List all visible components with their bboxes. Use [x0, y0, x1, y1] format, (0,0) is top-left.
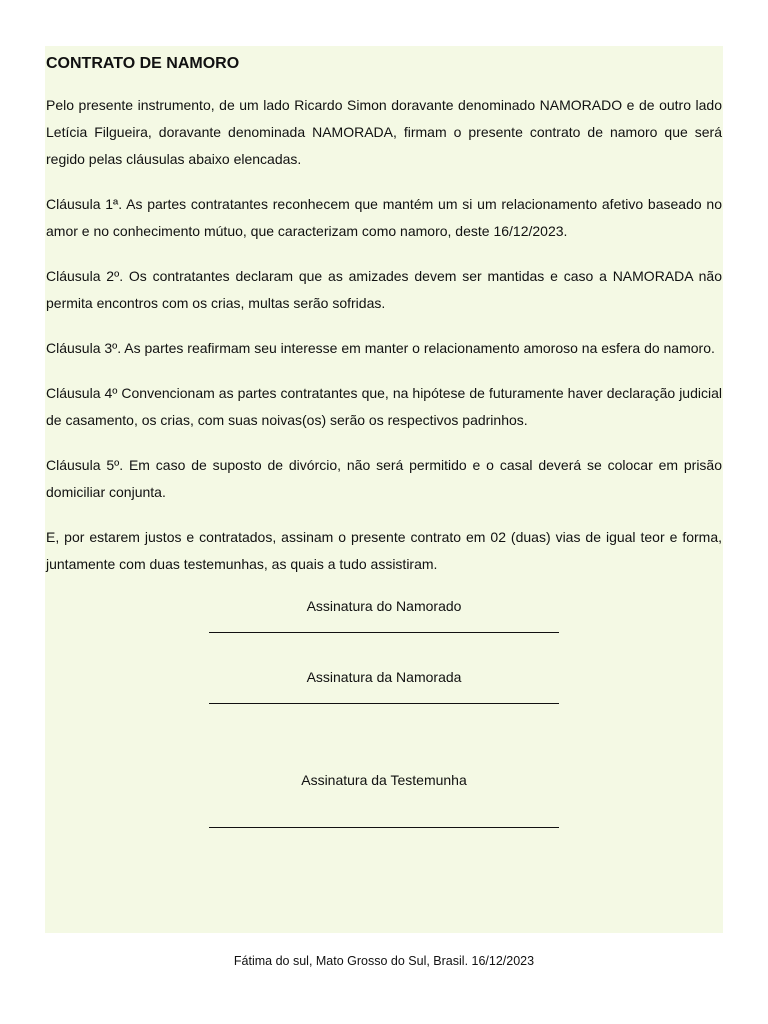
clause-4-paragraph: Cláusula 4º Convencionam as partes contratantes que, na hipótese de futuramente haver declaração judicial de casamento, os crias, com suas noivas(os) serão os respectivos padrinhos. — [46, 385, 722, 428]
signature-line-namorada — [209, 687, 559, 704]
signature-label-namorado: Assinatura do Namorado — [306, 598, 462, 614]
clause-2-paragraph: Cláusula 2º. Os contratantes declaram que as amizades devem ser mantidas e caso a NAMORADA não permita encontros com os crias, multas serão sofridas. — [46, 268, 722, 311]
signature-line-testemunha — [209, 790, 559, 828]
document-title: CONTRATO DE NAMORO — [46, 55, 240, 72]
signature-testemunha — [46, 770, 722, 828]
signature-namorada — [46, 667, 722, 704]
clause-5-paragraph: Cláusula 5º. Em caso de suposto de divórcio, não será permitido e o casal deverá se colocar em prisão domiciliar conjunta. — [46, 457, 722, 500]
clause-1-paragraph: Cláusula 1ª. As partes contratantes reconhecem que mantém um si um relacionamento afetivo baseado no amor e no conhecimento mútuo, que caracterizam como namoro, deste 16/12/2023. — [46, 196, 722, 239]
contract-sheet — [45, 46, 723, 933]
intro-paragraph: Pelo presente instrumento, de um lado Ricardo Simon doravante denominado NAMORADO e de outro lado Letícia Filgueira, doravante denominada NAMORADA, firmam o presente contrato de namoro que será regido pelas cláusulas abaixo elencadas. — [46, 97, 722, 167]
closing-paragraph: E, por estarem justos e contratados, assinam o presente contrato em 02 (duas) vias de igual teor e forma, juntamente com duas testemunhas, as quais a tudo assistiram. — [46, 529, 722, 572]
signature-namorado — [46, 596, 722, 633]
clause-3-paragraph: Cláusula 3º. As partes reafirmam seu interesse em manter o relacionamento amoroso na esfera do namoro. — [46, 340, 715, 356]
signature-line-namorado — [209, 616, 559, 633]
footer-location-date: Fátima do sul, Mato Grosso do Sul, Brasil. 16/12/2023 — [233, 954, 535, 968]
signature-label-testemunha: Assinatura da Testemunha — [301, 772, 467, 788]
signature-label-namorada: Assinatura da Namorada — [306, 669, 462, 685]
